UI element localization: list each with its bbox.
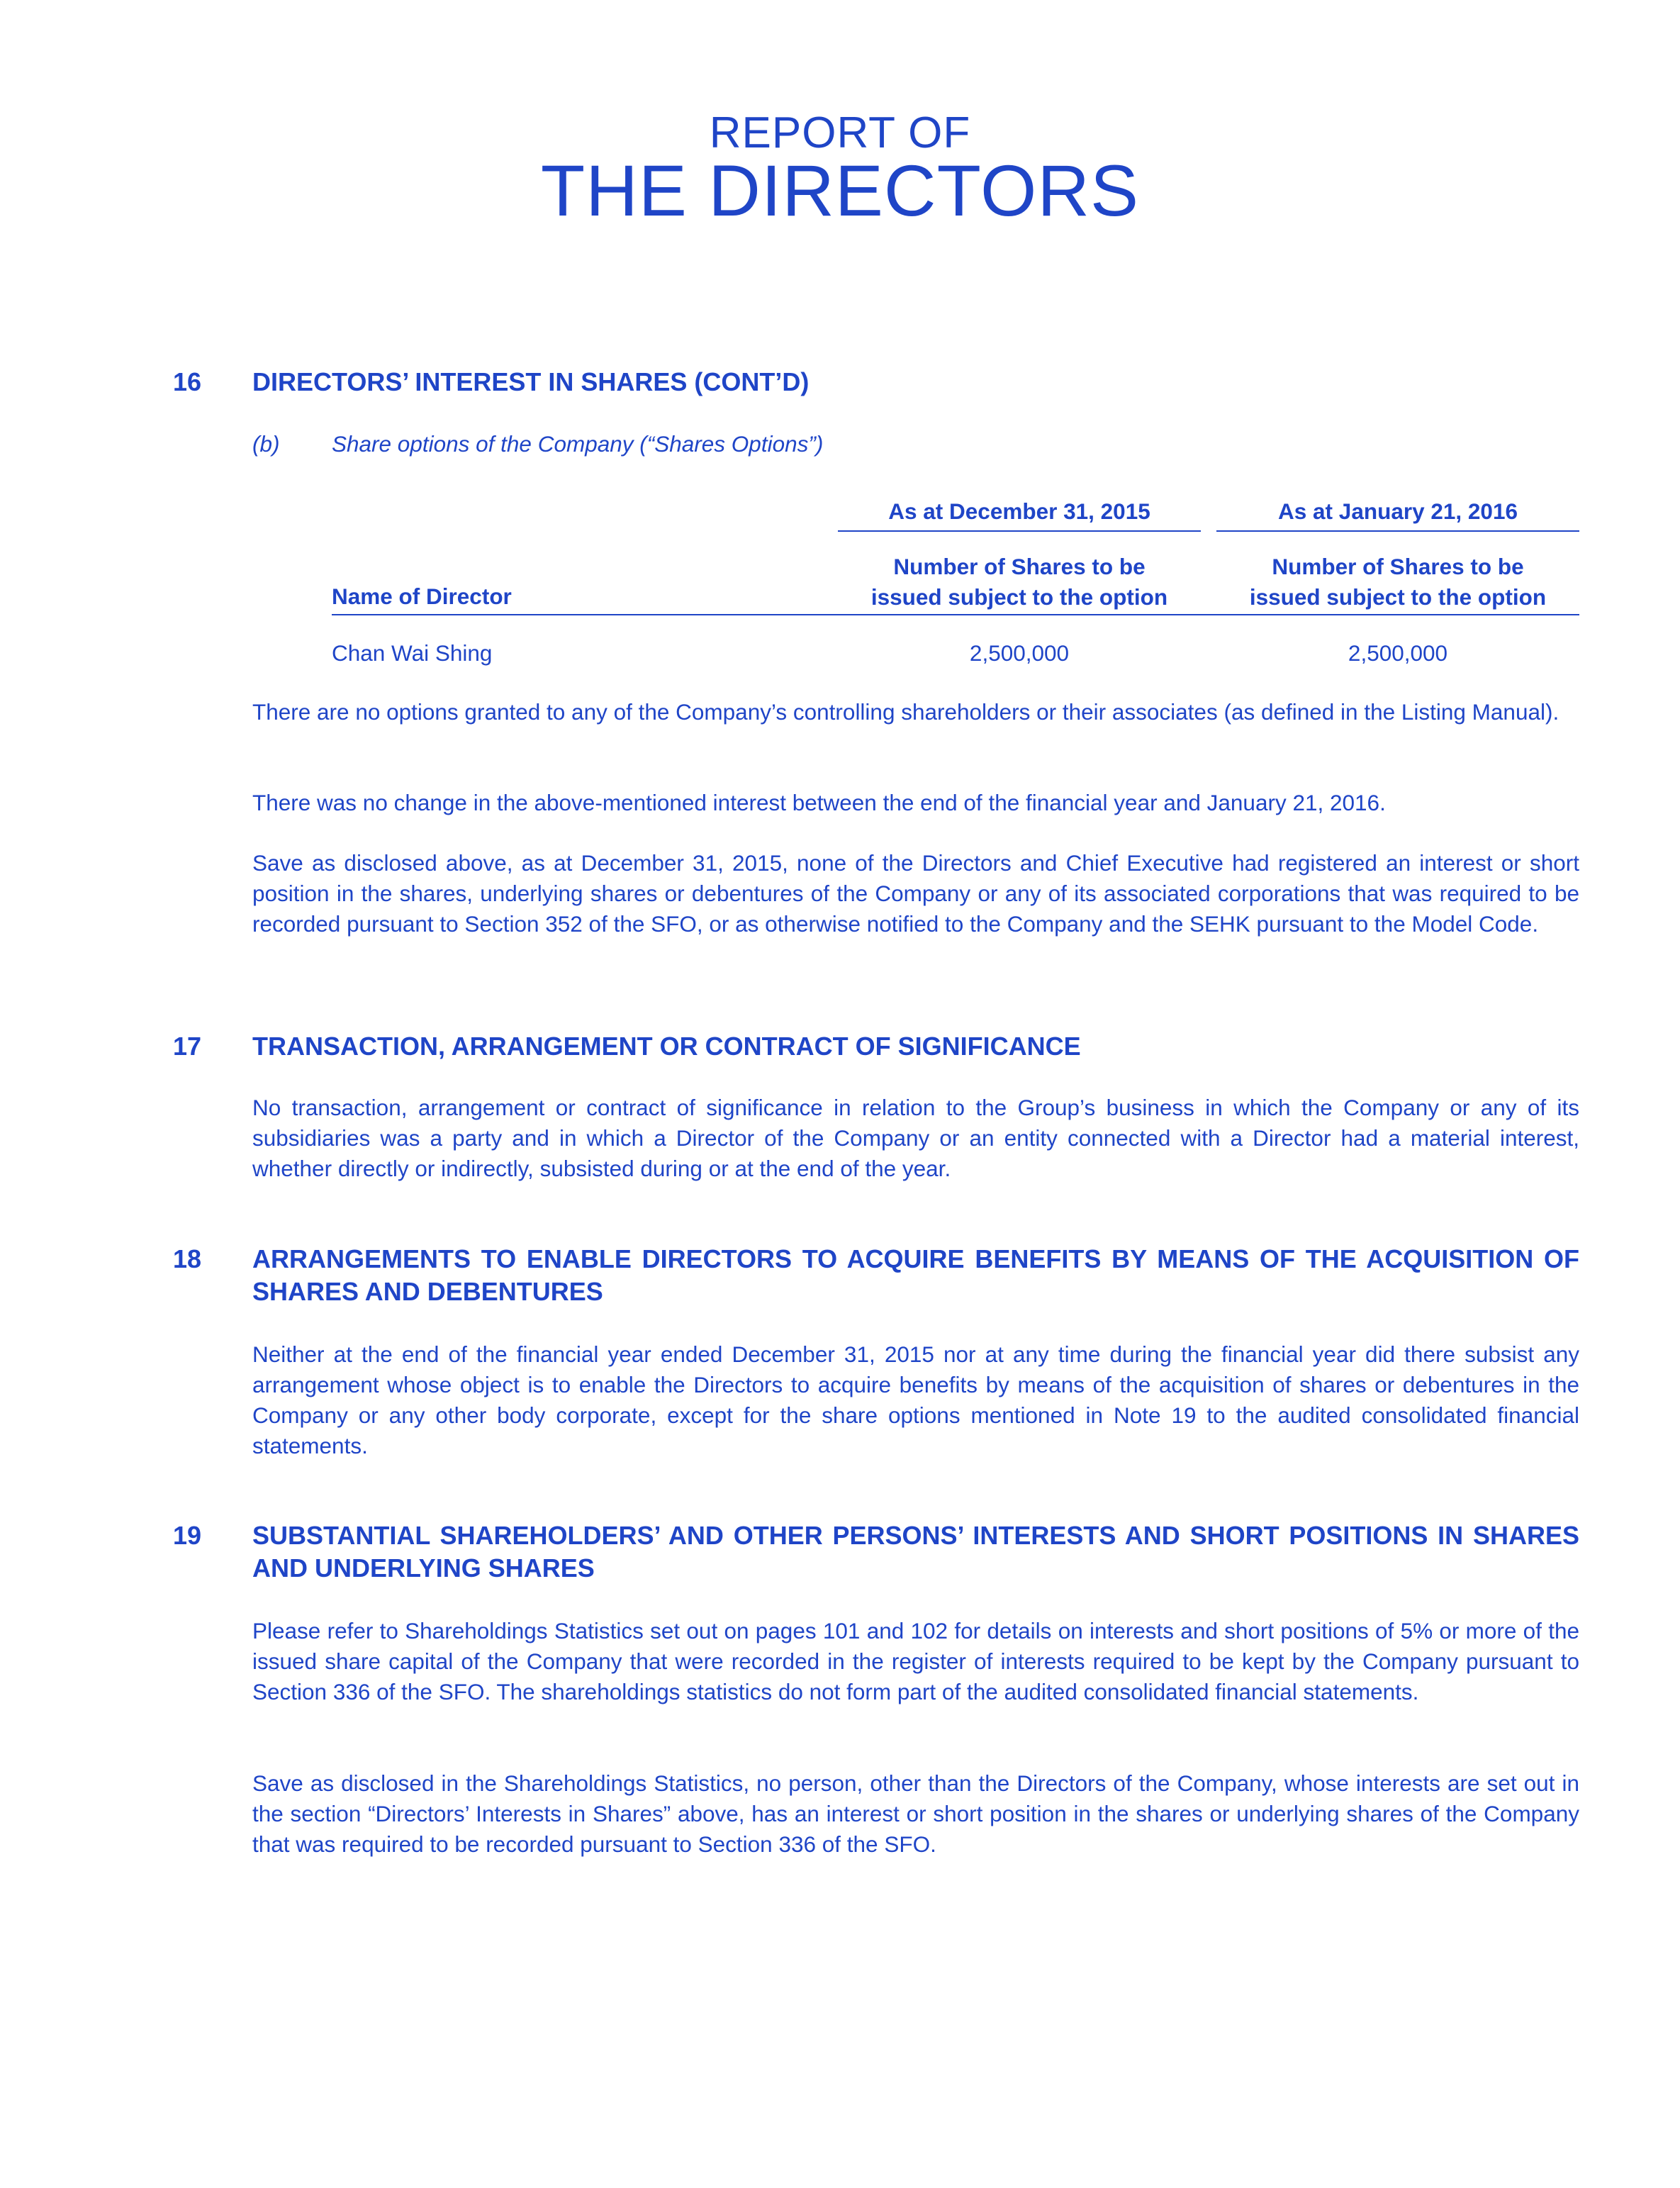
report-title-line2: THE DIRECTORS xyxy=(540,150,1140,231)
column-header-shares-2016 xyxy=(1216,552,1579,613)
section-19-heading: SUBSTANTIAL SHAREHOLDERS’ AND OTHER PERSONS’ INTERESTS AND SHORT POSITIONS IN SHARES AND UNDERLYING SHARES xyxy=(252,1521,1579,1583)
column-header-line1: Number of Shares to be xyxy=(1272,554,1524,579)
section-18-paragraph-1: Neither at the end of the financial year ended December 31, 2015 nor at any time during the financial year did there subsist any arrangement whose object is to enable the Directors to acquire benefits by means of the acquisition of shares or debentures in the Company or any other body corporate, except for the share options mentioned in Note 19 to the audited consolidated financial statements. xyxy=(252,1341,1579,1458)
column-header-line1: Number of Shares to be xyxy=(893,554,1146,579)
column-header-name-of-director: Name of Director xyxy=(332,584,512,609)
section-17-heading: TRANSACTION, ARRANGEMENT OR CONTRACT OF SIGNIFICANCE xyxy=(252,1032,1081,1061)
section-19-paragraph-1: Please refer to Shareholdings Statistics set out on pages 101 and 102 for details on interests and short positions of 5% or more of the issued share capital of the Company that were recorded in the register of interests required to be kept by the Company pursuant to Section 336 of the SFO. The shareholdings statistics do not form part of the audited consolidated financial statements. xyxy=(252,1618,1579,1704)
period-rule-2016 xyxy=(1216,530,1579,532)
section-19-paragraph-2: Save as disclosed in the Shareholdings Statistics, no person, other than the Directors of the Company, whose interests are set out in the section “Directors’ Interests in Shares” above, has an interest or short position in the shares or underlying shares of the Company that was required to be recorded pursuant to Section 336 of the SFO. xyxy=(252,1770,1579,1857)
section-16-paragraph-3: Save as disclosed above, as at December 31, 2015, none of the Directors and Chief Executive had registered an interest or short position in the shares, underlying shares or debentures of the Company or any of its associated corporations that was required to be recorded pursuant to Section 352 of the SFO, or as otherwise notified to the Company and the SEHK pursuant to the Model Code. xyxy=(252,850,1579,937)
column-header-line2: issued subject to the option xyxy=(1249,584,1547,610)
table-header-rule xyxy=(332,614,1579,615)
section-17-number: 17 xyxy=(173,1032,202,1061)
period-header-2016: As at January 21, 2016 xyxy=(1278,498,1518,524)
section-17-paragraph-1: No transaction, arrangement or contract of significance in relation to the Group’s business in which the Company or any of its subsidiaries was a party and in which a Director of the Company or an entity connected with a Director had a material interest, whether directly or indirectly, subsisted during or at the end of the year. xyxy=(252,1095,1579,1181)
table-row-value-2015: 2,500,000 xyxy=(969,640,1070,666)
period-header-2015: As at December 31, 2015 xyxy=(888,498,1150,524)
column-header-shares-2015 xyxy=(838,552,1201,613)
subsection-b-letter: (b) xyxy=(252,431,280,457)
subsection-b-title: Share options of the Company (“Shares Options”) xyxy=(332,431,824,457)
section-16-paragraph-2: There was no change in the above-mentioned interest between the end of the financial year and January 21, 2016. xyxy=(252,790,1386,815)
column-header-line2: issued subject to the option xyxy=(870,584,1168,610)
section-19-number: 19 xyxy=(173,1521,202,1550)
table-row-value-2016: 2,500,000 xyxy=(1348,640,1448,666)
section-18-number: 18 xyxy=(173,1244,202,1273)
section-18-heading: ARRANGEMENTS TO ENABLE DIRECTORS TO ACQUIRE BENEFITS BY MEANS OF THE ACQUISITION OF SHARES AND DEBENTURES xyxy=(252,1244,1579,1306)
report-title-line1: REPORT OF xyxy=(709,108,971,157)
section-16-heading: DIRECTORS’ INTEREST IN SHARES (CONT’D) xyxy=(252,367,810,396)
period-rule-2015 xyxy=(838,530,1201,532)
section-16-paragraph-1: There are no options granted to any of the Company’s controlling shareholders or their associates (as defined in the Listing Manual). xyxy=(252,699,1559,725)
section-16-number: 16 xyxy=(173,367,202,396)
table-row-director-name: Chan Wai Shing xyxy=(332,640,493,666)
